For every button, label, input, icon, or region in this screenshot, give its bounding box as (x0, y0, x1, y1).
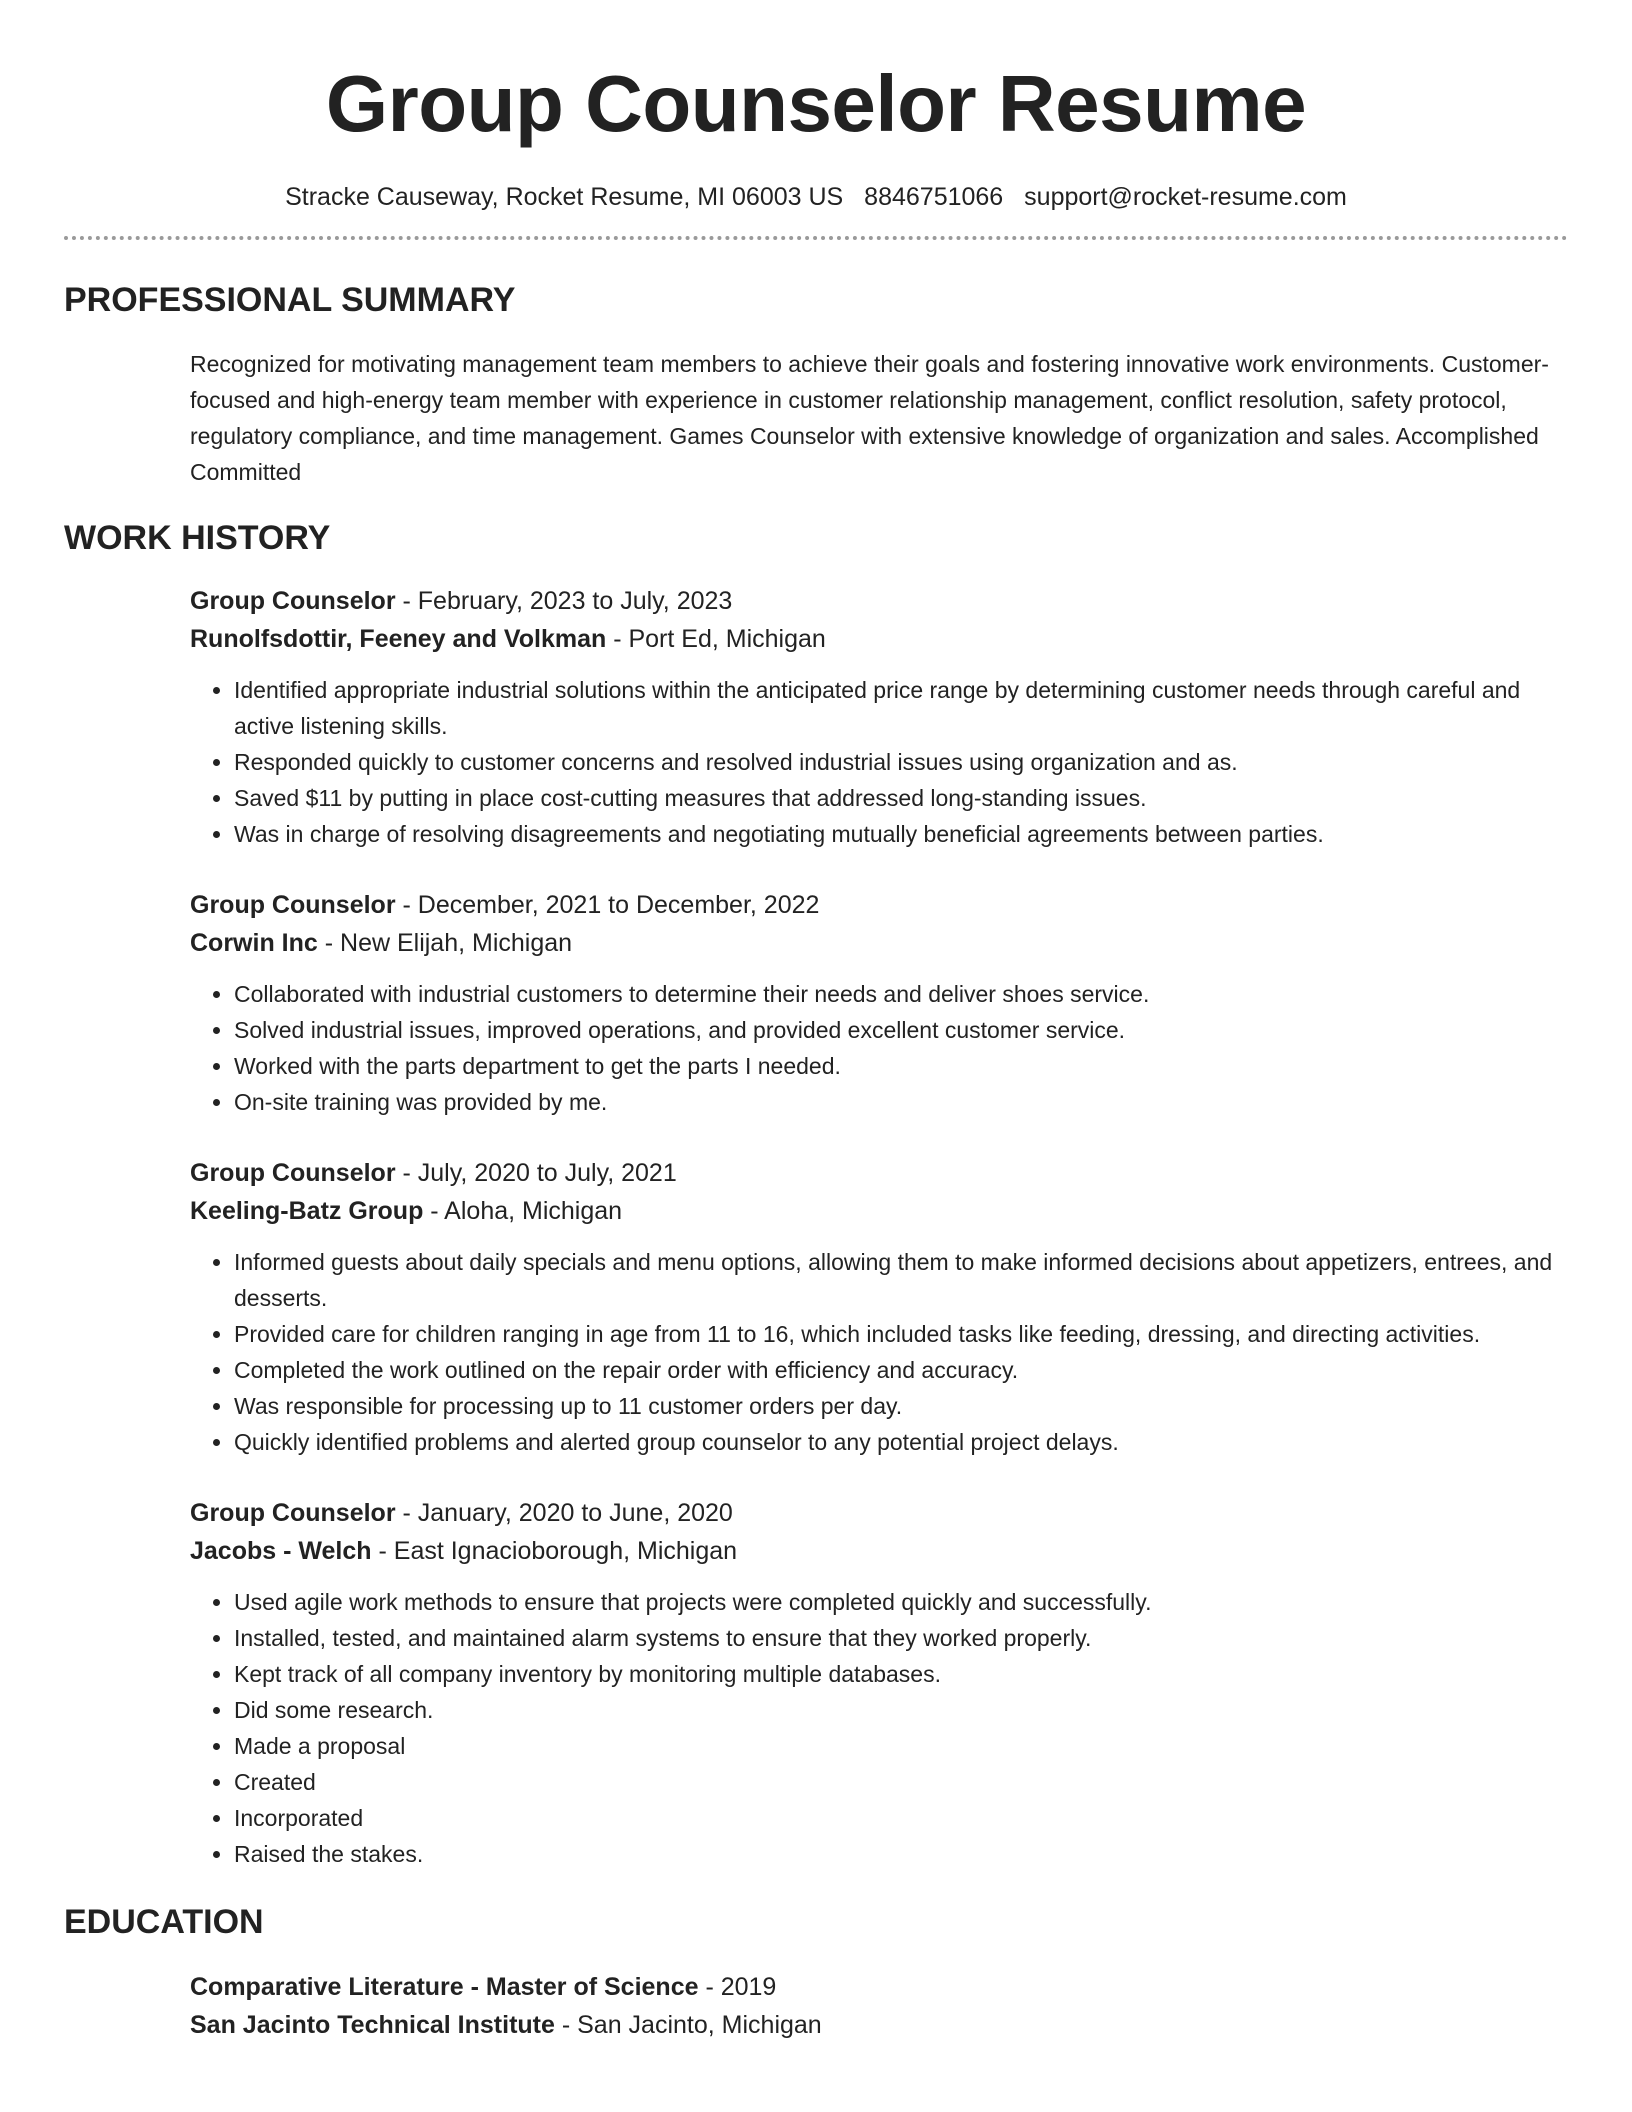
school: San Jacinto Technical Institute (190, 2011, 555, 2039)
job-bullet: • Was in charge of resolving disagreements and negotiating mutually beneficial agreements between parties. (234, 816, 1568, 852)
job-dates: - December, 2021 to December, 2022 (395, 891, 820, 919)
job-title: Group Counselor (190, 891, 396, 919)
header-divider (64, 236, 1568, 240)
job-bullet: • On-site training was provided by me. (234, 1084, 1568, 1120)
job-title-line (190, 582, 1568, 620)
job-entry (190, 1154, 1568, 1460)
education-section (64, 1900, 1568, 2044)
job-title: Group Counselor (190, 587, 396, 615)
job-company: Keeling-Batz Group (190, 1197, 424, 1225)
job-bullet: • Installed, tested, and maintained alarm systems to ensure that they worked properly. (234, 1620, 1568, 1656)
job-bullet: • Used agile work methods to ensure that projects were completed quickly and successfully. (234, 1584, 1568, 1620)
contact-email: support@rocket-resume.com (1024, 183, 1347, 211)
job-bullet: • Created (234, 1764, 1568, 1800)
work-history-heading: WORK HISTORY (64, 519, 331, 557)
job-bullet: • Informed guests about daily specials and menu options, allowing them to make informed decisions about appetizers, entrees, and desserts. (234, 1244, 1568, 1316)
job-bullets (190, 976, 1568, 1120)
degree-year: - 2019 (698, 1973, 777, 2001)
job-company: Jacobs - Welch (190, 1537, 372, 1565)
job-bullet: • Kept track of all company inventory by monitoring multiple databases. (234, 1656, 1568, 1692)
job-company-line (190, 1192, 1568, 1230)
summary-text: Recognized for motivating management team members to achieve their goals and fostering innovative work environments. Customer-focused and high-energy team member with experience in customer relationship management, conflict resolution, safety protocol, regulatory compliance, and time management. Games Counselor with extensive knowledge of organization and sales. Accomplished Committed (190, 351, 1549, 485)
job-bullet: • Worked with the parts department to get the parts I needed. (234, 1048, 1568, 1084)
job-dates: - July, 2020 to July, 2021 (395, 1159, 677, 1187)
job-location: - New Elijah, Michigan (317, 929, 573, 957)
job-title: Group Counselor (190, 1499, 396, 1527)
resume-title: Group Counselor Resume (325, 59, 1307, 148)
job-bullet: • Did some research. (234, 1692, 1568, 1728)
job-entry (190, 886, 1568, 1120)
job-entry (190, 582, 1568, 852)
job-bullet: • Quickly identified problems and alerted group counselor to any potential project delays. (234, 1424, 1568, 1460)
job-company-line (190, 620, 1568, 658)
job-bullets (190, 672, 1568, 852)
job-bullet: • Provided care for children ranging in age from 11 to 16, which included tasks like feeding, dressing, and directing activities. (234, 1316, 1568, 1352)
job-bullet: • Made a proposal (234, 1728, 1568, 1764)
contact-line (64, 180, 1568, 214)
school-line (190, 2006, 1568, 2044)
job-title: Group Counselor (190, 1159, 396, 1187)
job-bullet: • Collaborated with industrial customers to determine their needs and deliver shoes service. (234, 976, 1568, 1012)
job-bullet: • Saved $11 by putting in place cost-cutting measures that addressed long-standing issues. (234, 780, 1568, 816)
education-entry (190, 1968, 1568, 2044)
work-history-section (64, 516, 1568, 1872)
job-bullet: • Was responsible for processing up to 11 customer orders per day. (234, 1388, 1568, 1424)
job-bullet: • Incorporated (234, 1800, 1568, 1836)
job-company: Runolfsdottir, Feeney and Volkman (190, 625, 607, 653)
job-company-line (190, 924, 1568, 962)
job-location: - Port Ed, Michigan (606, 625, 826, 653)
summary-section (64, 278, 1568, 490)
job-dates: - January, 2020 to June, 2020 (395, 1499, 733, 1527)
job-bullet: • Identified appropriate industrial solutions within the anticipated price range by determining customer needs through careful and active listening skills. (234, 672, 1568, 744)
contact-address: Stracke Causeway, Rocket Resume, MI 06003 US (285, 183, 844, 211)
job-bullet: • Solved industrial issues, improved operations, and provided excellent customer service. (234, 1012, 1568, 1048)
job-location: - East Ignacioborough, Michigan (371, 1537, 738, 1565)
job-bullets (190, 1244, 1568, 1460)
job-company-line (190, 1532, 1568, 1570)
summary-heading: PROFESSIONAL SUMMARY (64, 281, 516, 319)
job-bullets (190, 1584, 1568, 1872)
job-entry (190, 1494, 1568, 1872)
degree-line (190, 1968, 1568, 2006)
degree: Comparative Literature - Master of Science (190, 1973, 699, 2001)
job-bullet: • Raised the stakes. (234, 1836, 1568, 1872)
job-bullet: • Responded quickly to customer concerns and resolved industrial issues using organization and as. (234, 744, 1568, 780)
job-title-line (190, 1154, 1568, 1192)
job-title-line (190, 886, 1568, 924)
job-title-line (190, 1494, 1568, 1532)
school-location: - San Jacinto, Michigan (554, 2011, 822, 2039)
job-company: Corwin Inc (190, 929, 318, 957)
job-dates: - February, 2023 to July, 2023 (395, 587, 733, 615)
job-bullet: • Completed the work outlined on the repair order with efficiency and accuracy. (234, 1352, 1568, 1388)
contact-phone: 8846751066 (864, 183, 1004, 211)
education-heading: EDUCATION (64, 1903, 264, 1941)
job-location: - Aloha, Michigan (423, 1197, 623, 1225)
